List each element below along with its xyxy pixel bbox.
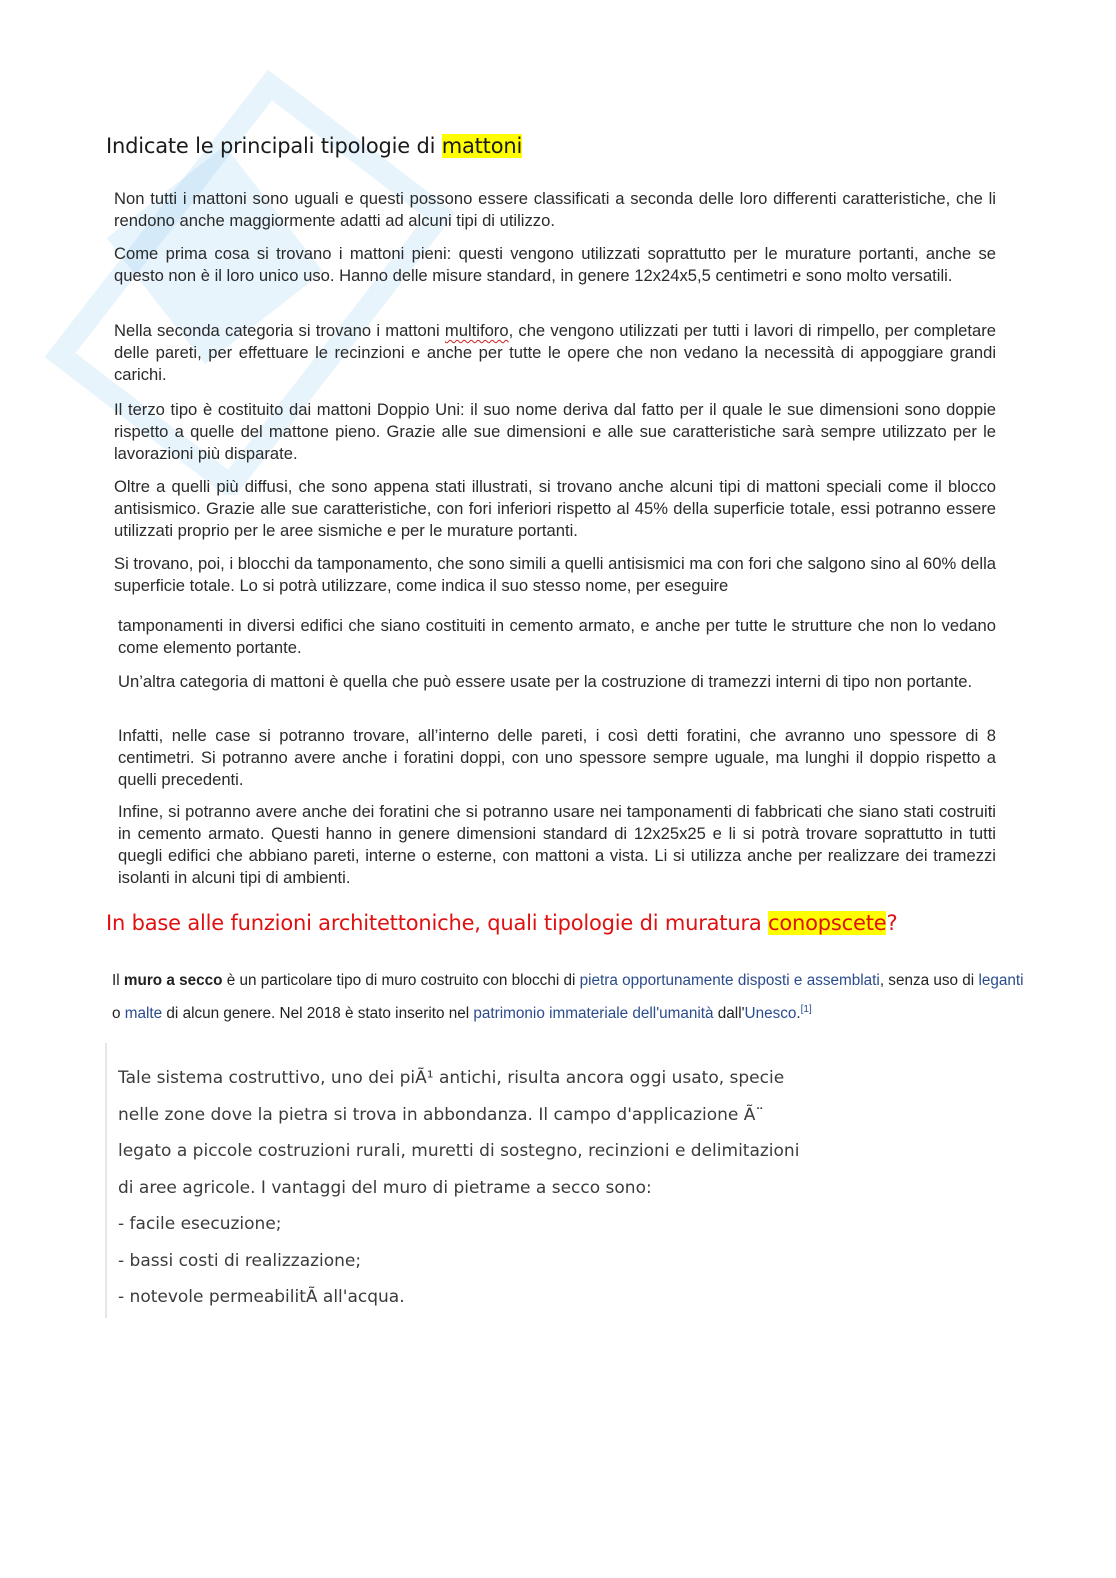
wiki-link-pietra[interactable]: pietra <box>579 972 618 989</box>
quote-line: nelle zone dove la pietra si trova in abbondanza. Il campo d'applicazione Ã¨ <box>118 1104 764 1125</box>
paragraph-tamponamento: Si trovano, poi, i blocchi da tamponamento, che sono simili a quelli antisismici ma con fori che salgono sino al 60% della superficie totale. Lo si potrà utilizzare, come indica il suo stesso nome, per eseguire <box>114 554 996 595</box>
wiki-bold-term: muro a secco <box>123 972 223 989</box>
paragraph-multiforo <box>114 320 996 386</box>
heading-brick-types <box>106 134 522 158</box>
wiki-reference[interactable]: [1] <box>800 1004 812 1015</box>
wiki-link-disposti[interactable]: opportunamente disposti e assemblati <box>622 972 880 989</box>
quote-line: legato a piccole costruzioni rurali, muretti di sostegno, recinzioni e delimitazioni <box>118 1141 800 1161</box>
heading-2-highlight: conopscete <box>768 911 887 935</box>
wiki-link-leganti[interactable]: leganti <box>978 972 1024 989</box>
paragraph-solid-bricks: Come prima cosa si trovano i mattoni pieni: questi vengono utilizzati soprattutto per le murature portanti, anche se questo non è il loro unico uso. Hanno delle misure standard, in genere 12x24x5,5 centimetri e sono molto versatili. <box>114 244 996 285</box>
wiki-link-unesco[interactable]: Unesco <box>744 1005 797 1022</box>
wiki-text: è un particolare tipo di muro costruito con blocchi di <box>222 972 580 989</box>
wiki-link-patrimonio[interactable]: patrimonio immateriale dell'umanità <box>473 1005 714 1022</box>
quote-line: - notevole permeabilitÃ all'acqua. <box>118 1287 405 1307</box>
heading-1-text: Indicate le principali tipologie di <box>106 134 442 158</box>
wiki-text: dall' <box>713 1005 745 1022</box>
quote-block <box>118 1060 838 1316</box>
wiki-text: . <box>796 1005 801 1022</box>
heading-2-text: In base alle funzioni architettoniche, quali tipologie di muratura <box>106 911 769 935</box>
paragraph-intro: Non tutti i mattoni sono uguali e questi possono essere classificati a seconda delle loro differenti caratteristiche, che li rendono anche maggiormente adatti ad alcuni tipi di utilizzo. <box>114 189 996 230</box>
wiki-text: Il <box>112 972 124 989</box>
wiki-text: o <box>112 1005 125 1022</box>
paragraph-multiforo-after: , che vengono utilizzati per tutti i lavori di rimpello, per completare delle pareti, per effettuare le recinzioni e anche per tutte le opere che non vedano la necessità di appoggiare grandi carichi. <box>114 321 996 384</box>
quote-line: - bassi costi di realizzazione; <box>118 1250 362 1271</box>
wiki-text: di alcun genere. Nel 2018 è stato inserito nel <box>162 1005 474 1022</box>
quote-line: di aree agricole. I vantaggi del muro di pietrame a secco sono: <box>118 1177 652 1198</box>
paragraph-antisismico: Oltre a quelli più diffusi, che sono appena stati illustrati, si trovano anche alcuni tipi di mattoni speciali come il blocco antisismico. Grazie alle sue caratteristiche, con fori inferiori rispetto al 45% della superficie totale, essi potranno essere utilizzati proprio per le aree sismiche e per le murature portanti. <box>114 477 996 540</box>
heading-1-highlight: mattoni <box>441 134 523 158</box>
paragraph-doppio-uni: Il terzo tipo è costituito dai mattoni Doppio Uni: il suo nome deriva dal fatto per il quale le sue dimensioni sono doppie rispetto a quelle del mattone pieno. Grazie alle sue dimensioni e alle sue caratteristiche sarà sempre utilizzato per le lavorazioni più disparate. <box>114 400 996 463</box>
paragraph-foratini-tamponamenti: Infine, si potranno avere anche dei foratini che si potranno usare nei tamponamenti di fabbricati che siano stati costruiti in cemento armato. Questi hanno in genere dimensioni standard di 12x25x25 e li si potrà trovare soprattutto in tutti quegli edifici che abbiano pareti, interne o esterne, con mattoni a vista. Li si utilizza anche per realizzare dei tramezzi isolanti in alcuni tipi di ambienti. <box>118 802 996 887</box>
paragraph-tamponamenti-cont: tamponamenti in diversi edifici che siano costituiti in cemento armato, e anche per tutte le strutture che non lo vedano come elemento portante. <box>118 616 996 657</box>
paragraph-multiforo-before: Nella seconda categoria si trovano i mattoni <box>114 321 445 340</box>
paragraph-tramezzi: Un’altra categoria di mattoni è quella che può essere usate per la costruzione di tramezzi interni di tipo non portante. <box>118 672 973 691</box>
heading-masonry-types <box>106 911 897 935</box>
heading-2-suffix: ? <box>886 911 898 935</box>
spellcheck-word: multiforo <box>444 321 509 340</box>
paragraph-foratini: Infatti, nelle case si potranno trovare, all’interno delle pareti, i così detti foratini, che avranno uno spessore di 8 centimetri. Si potranno avere anche i foratini doppi, con uno spessore sempre uguale, ma lunghi il doppio rispetto a quelli precedenti. <box>118 726 996 789</box>
quote-line: Tale sistema costruttivo, uno dei piÃ¹ antichi, risulta ancora oggi usato, specie <box>118 1068 785 1088</box>
wiki-link-malte[interactable]: malte <box>124 1005 163 1022</box>
quote-border <box>105 1043 107 1318</box>
quote-line: - facile esecuzione; <box>118 1214 282 1234</box>
wiki-text: , senza uso di <box>879 972 979 989</box>
wiki-excerpt <box>112 966 1074 1028</box>
